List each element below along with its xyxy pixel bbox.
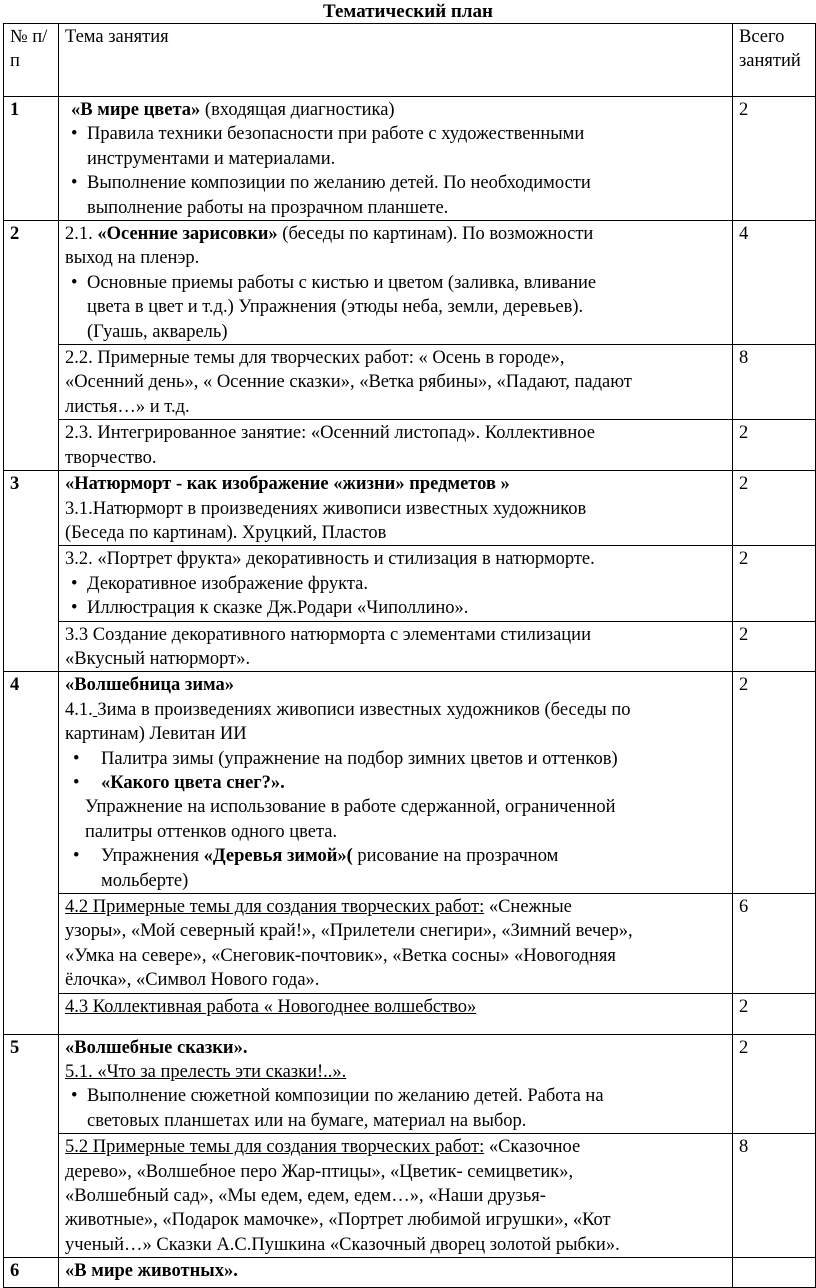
topic-title: «В мире животных». — [65, 1261, 238, 1282]
list-item: • Декоративное изображение фрукта. — [65, 572, 726, 596]
row-topic: 3.2. «Портрет фрукта» декоративность и стилизация в натюрморте. • Декоративное изображение фрукта. • Иллюстрация к сказке Дж.Родари «Чиполлино». — [59, 546, 733, 621]
table-row — [4, 1134, 816, 1258]
header-total: Всего занятий — [733, 24, 816, 97]
row-topic: 3.3 Создание декоративного натюрморта с элементами стилизации «Вкусный натюрморт». — [59, 621, 733, 672]
topic-title: «Волшебные сказки». — [65, 1037, 248, 1058]
row-topic — [59, 1258, 733, 1288]
row-number: 1 — [4, 97, 59, 221]
page-title: Тематический план — [323, 1, 493, 22]
thematic-plan-table — [3, 23, 816, 1288]
row-number: 2 — [4, 221, 59, 471]
row-hours: 2 — [733, 97, 816, 221]
list-item: • Упражнения «Деревья зимой»( рисование на прозрачном — [65, 844, 726, 868]
row-topic: «В мире цвета» (входящая диагностика) • Правила техники безопасности при работе с художественными инструментами и материалами. • Выполнение композиции по желанию детей. По необходимости выполнение работы на прозрачном планшете. — [59, 97, 733, 221]
table-row — [4, 621, 816, 672]
row-topic: «Волшебные сказки». 5.1. «Что за прелесть эти сказки!..». • Выполнение сюжетной композиции по желанию детей. Работа на световых планшетах или на бумаге, материал на выбор. — [59, 1034, 733, 1134]
row-hours: 2 — [733, 1034, 816, 1134]
header-topic: Тема занятия — [59, 24, 733, 97]
table-header-row — [4, 24, 816, 97]
table-row — [4, 672, 816, 894]
table-row — [4, 420, 816, 471]
table-row — [4, 221, 816, 345]
row-hours: 6 — [733, 894, 816, 994]
header-num: № п/п — [4, 24, 59, 97]
table-row — [4, 1034, 816, 1134]
list-item: • Правила техники безопасности при работе с художественными — [65, 122, 726, 146]
row-hours: 2 — [733, 546, 816, 621]
list-item: • «Какого цвета снег?». — [65, 771, 726, 795]
list-item: • Основные приемы работы с кистью и цветом (заливка, вливание — [65, 271, 726, 295]
row-topic: 2.1. «Осенние зарисовки» (беседы по картинам). По возможности выход на пленэр. • Основные приемы работы с кистью и цветом (заливка, вливание цвета в цвет и т.д.) Упражнения (этюды неба, земли, деревьев). (Гуашь, акварель) — [59, 221, 733, 345]
topic-title: «В мире цвета» — [71, 100, 201, 120]
row-topic: 4.3 Коллективная работа « Новогоднее волшебство» — [59, 993, 733, 1034]
row-number: 6 — [4, 1258, 59, 1288]
row-topic: 4.2 Примерные темы для создания творческих работ: «Снежные узоры», «Мой северный край!», «Прилетели снегири», «Зимний вечер», «Умка на севере», «Снеговик-почтовик», «Ветка сосны» «Новогодняя ёлочка», «Символ Нового года». — [59, 894, 733, 994]
row-number: 3 — [4, 471, 59, 672]
row-hours: 2 — [733, 993, 816, 1034]
row-hours: 8 — [733, 1134, 816, 1258]
row-number: 5 — [4, 1034, 59, 1258]
row-hours: 2 — [733, 471, 816, 546]
list-item: • Выполнение композиции по желанию детей. По необходимости — [65, 171, 726, 195]
topic-title: «Волшебница зима» — [65, 675, 234, 696]
list-item: • Иллюстрация к сказке Дж.Родари «Чиполлино». — [65, 596, 726, 620]
table-row — [4, 345, 816, 420]
list-item: • Выполнение сюжетной композиции по желанию детей. Работа на — [65, 1084, 726, 1108]
table-row — [4, 894, 816, 994]
row-hours — [733, 1258, 816, 1288]
row-hours: 8 — [733, 345, 816, 420]
row-topic: 5.2 Примерные темы для создания творческих работ: «Сказочное дерево», «Волшебное перо Жар-птицы», «Цветик- семицветик», «Волшебный сад», «Мы едем, едем, едем…», «Наши друзья- животные», «Подарок мамочке», «Портрет любимой игрушки», «Кот ученый…» Сказки А.С.Пушкина «Сказочный дворец золотой рыбки». — [59, 1134, 733, 1258]
row-hours: 2 — [733, 420, 816, 471]
table-row — [4, 471, 816, 546]
list-item: • Палитра зимы (упражнение на подбор зимних цветов и оттенков) — [65, 747, 726, 771]
row-topic: 2.3. Интегрированное занятие: «Осенний листопад». Коллективное творчество. — [59, 420, 733, 471]
topic-title: «Осенние зарисовки» — [97, 224, 278, 245]
row-topic: «Волшебница зима» 4.1. Зима в произведениях живописи известных художников (беседы по картинам) Левитан ИИ • Палитра зимы (упражнение на подбор зимних цветов и оттенков) • «Какого цвета снег?». Упражнение на использование в работе сдержанной, ограниченной палитры оттенков одного цвета. • Упражнения «Деревья зимой»( рисование на прозрачном мольберте) — [59, 672, 733, 894]
table-row — [4, 97, 816, 221]
row-number: 4 — [4, 672, 59, 1034]
row-hours: 2 — [733, 672, 816, 894]
table-row — [4, 993, 816, 1034]
row-hours: 2 — [733, 621, 816, 672]
table-row — [4, 546, 816, 621]
table-row — [4, 1258, 816, 1288]
topic-title: «Натюрморт - как изображение «жизни» предметов » — [65, 474, 510, 495]
row-hours: 4 — [733, 221, 816, 345]
row-topic: 2.2. Примерные темы для творческих работ: « Осень в городе», «Осенний день», « Осенние сказки», «Ветка рябины», «Падают, падают листья…» и т.д. — [59, 345, 733, 420]
row-topic: «Натюрморт - как изображение «жизни» предметов » 3.1.Натюрморт в произведениях живописи известных художников (Беседа по картинам). Хруцкий, Пластов — [59, 471, 733, 546]
